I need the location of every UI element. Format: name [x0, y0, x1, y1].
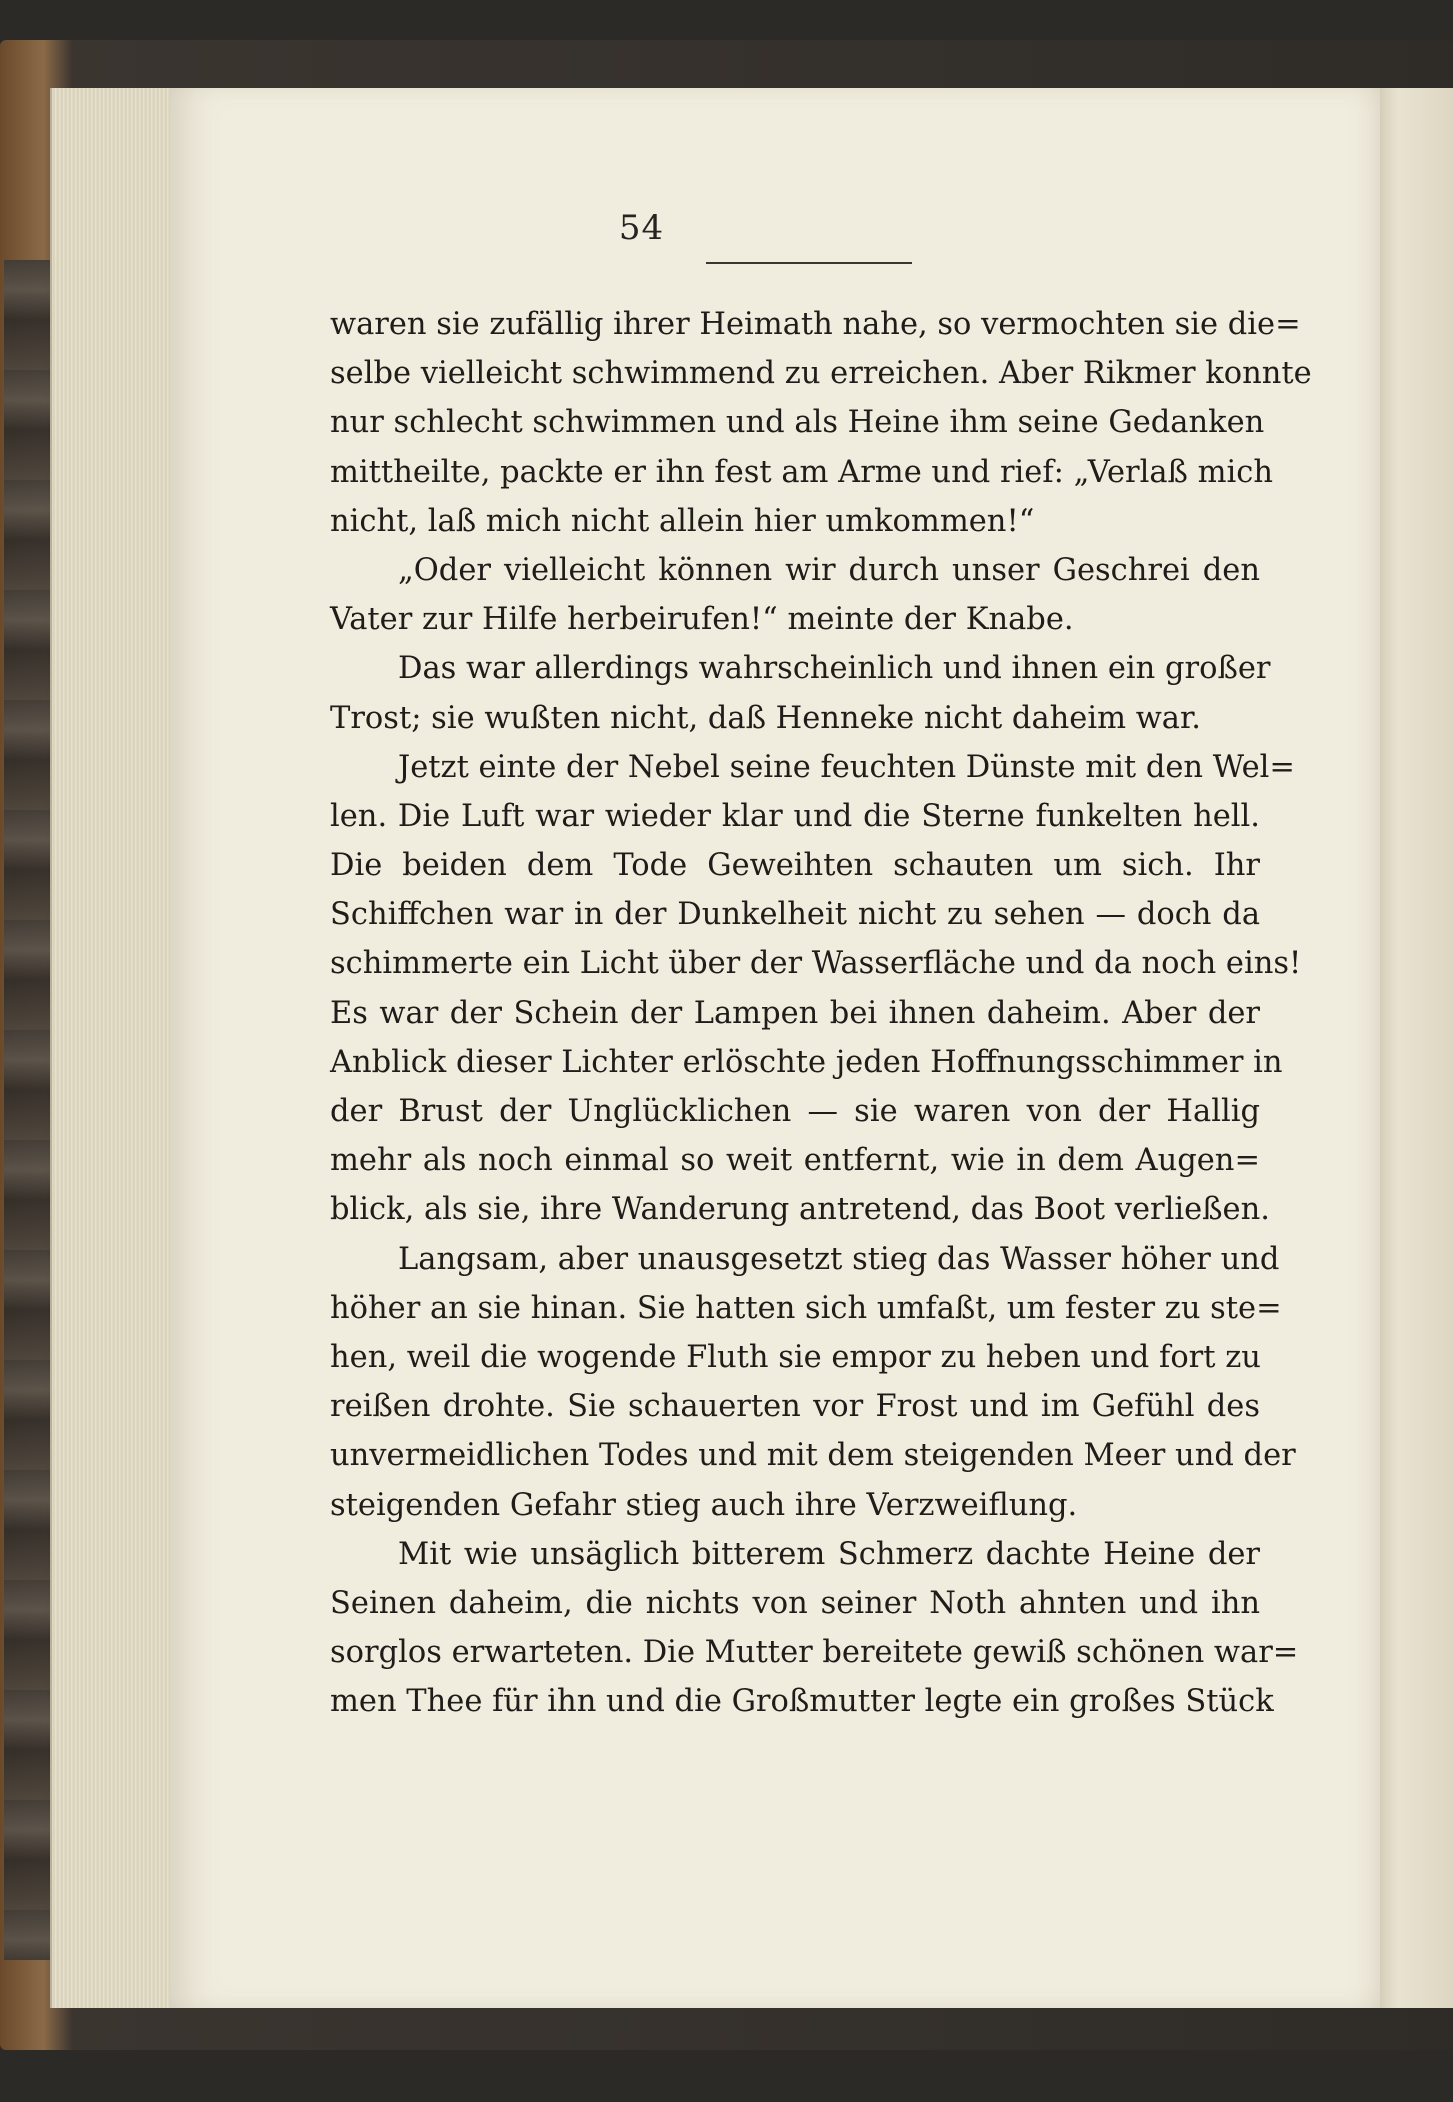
text-line: len. Die Luft war wieder klar und die Sterne funkelten hell. [330, 798, 1260, 834]
text-line: blick, als sie, ihre Wanderung antretend, das Boot verließen. [330, 1192, 1270, 1228]
text-line: „Oder vielleicht können wir durch unser Geschrei den [398, 552, 1260, 588]
text-line: Langsam, aber unausgesetzt stieg das Wasser höher und [398, 1241, 1280, 1277]
text-line: waren sie zufällig ihrer Heimath nahe, so vermochten sie die= [330, 307, 1301, 342]
header-rule [706, 262, 912, 264]
text-line: Die beiden dem Tode Geweihten schauten um sich. Ihr [330, 848, 1260, 884]
text-line: mehr als noch einmal so weit entfernt, wie in dem Augen= [330, 1143, 1260, 1179]
text-line: Es war der Schein der Lampen bei ihnen daheim. Aber der [330, 995, 1260, 1031]
text-line: reißen drohte. Sie schauerten vor Frost und im Gefühl des [330, 1389, 1260, 1425]
text-line: Schiffchen war in der Dunkelheit nicht zu sehen — doch da [330, 897, 1260, 933]
text-line: mittheilte, packte er ihn fest am Arme und rief: „Verlaß mich [330, 454, 1273, 490]
text-line: sorglos erwarteten. Die Mutter bereitete gewiß schönen war= [330, 1635, 1299, 1671]
page-number: 54 [618, 208, 665, 248]
text-line: steigenden Gefahr stieg auch ihre Verzweiflung. [330, 1487, 1078, 1523]
text-line: Jetzt einte der Nebel seine feuchten Dünste mit den Wel= [398, 749, 1295, 785]
facing-page-edge [1375, 88, 1453, 2008]
text-line: unvermeidlichen Todes und mit dem steigenden Meer und der [330, 1438, 1296, 1474]
text-line: selbe vielleicht schwimmend zu erreichen. Aber Rikmer konnte [330, 356, 1312, 392]
text-line: nicht, laß mich nicht allein hier umkommen!“ [330, 503, 1035, 539]
text-line: Vater zur Hilfe herbeirufen!“ meinte der Knabe. [330, 602, 1074, 638]
text-line: nur schlecht schwimmen und als Heine ihm seine Gedanken [330, 405, 1265, 441]
text-line: der Brust der Unglücklichen — sie waren von der Hallig [330, 1094, 1260, 1129]
text-line: hen, weil die wogende Fluth sie empor zu heben und fort zu [330, 1339, 1261, 1375]
text-line: Mit wie unsäglich bitterem Schmerz dachte Heine der [398, 1536, 1260, 1572]
body-text [330, 300, 1312, 1726]
text-line: höher an sie hinan. Sie hatten sich umfaßt, um fester zu ste= [330, 1290, 1282, 1326]
text-line: Seinen daheim, die nichts von seiner Noth ahnten und ihn [330, 1585, 1260, 1621]
text-line: Das war allerdings wahrscheinlich und ihnen ein großer [398, 651, 1271, 687]
text-line: men Thee für ihn und die Großmutter legte ein großes Stück [330, 1684, 1274, 1720]
text-line: Anblick dieser Lichter erlöschte jeden Hoffnungsschimmer in [330, 1044, 1283, 1080]
page-edges [50, 88, 182, 2008]
cover-spine-wear [4, 260, 52, 1960]
text-line: schimmerte ein Licht über der Wasserfläche und da noch eins! [330, 946, 1302, 982]
text-line: Trost; sie wußten nicht, daß Henneke nicht daheim war. [330, 700, 1201, 736]
